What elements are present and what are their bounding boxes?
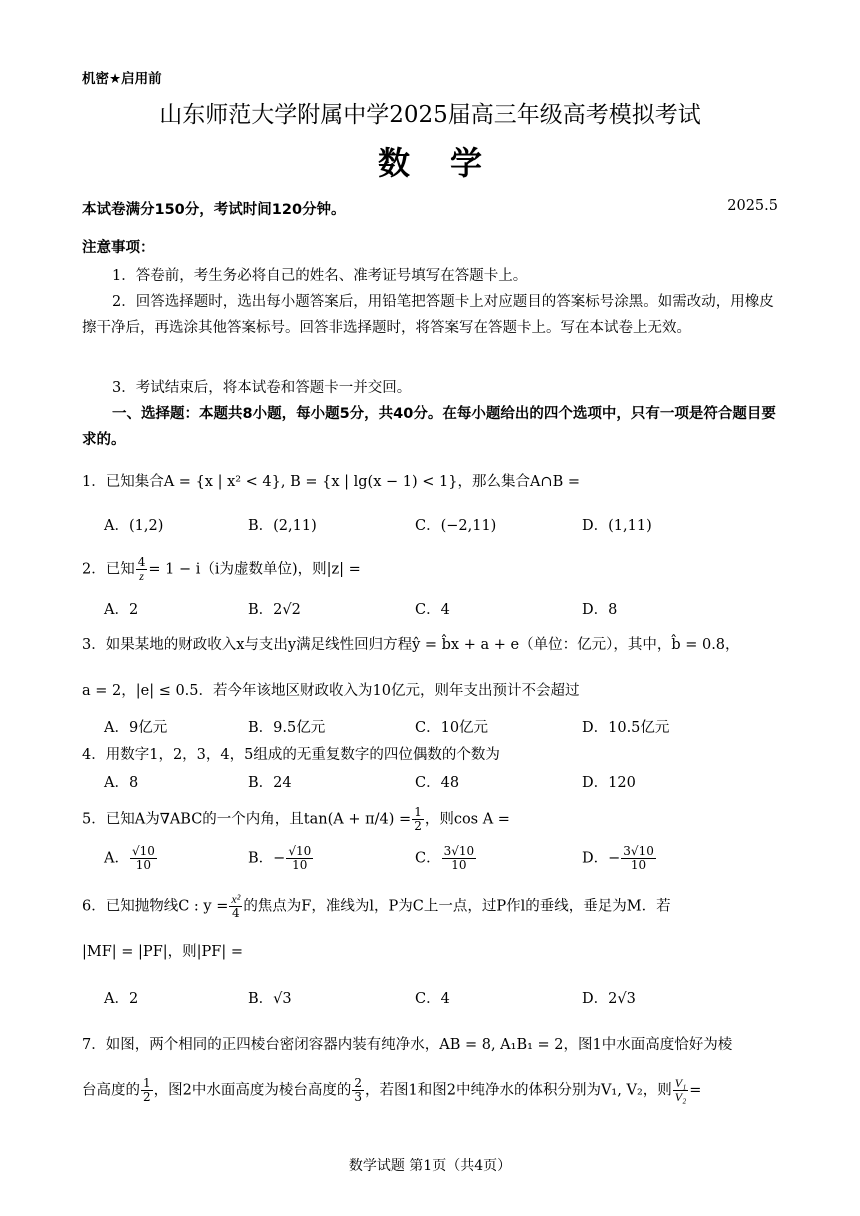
question-5-option-a-fraction xyxy=(130,845,157,872)
question-4-stem: 4．用数字1，2，3，4，5组成的无重复数字的四位偶数的个数为 xyxy=(82,747,500,763)
exam-title: 山东师范大学附属中学2025届高三年级高考模拟考试 xyxy=(159,102,701,128)
question-7-fraction-volume-numerator: V₁ xyxy=(674,1076,687,1090)
question-3-line-1: 3．如果某地的财政收入x与支出y满足线性回归方程ŷ = b̂x + a + e（单位：亿元），其中，b̂ = 0.8， xyxy=(82,637,740,653)
question-5-option-c-numerator: 3√10 xyxy=(443,844,475,858)
question-6-line-2: |MF| = |PF|，则|PF| = xyxy=(82,944,243,960)
question-5-pre: 5．已知A为∇ABC的一个内角，且tan(A + π/4) = xyxy=(82,811,412,828)
question-5-numerator: 1 xyxy=(414,805,422,819)
question-1-option-c: C．(−2,11) xyxy=(415,518,497,534)
question-5-option-b-label: B．− xyxy=(248,850,286,867)
question-6-denominator: 4 xyxy=(232,906,240,920)
question-5-option-d-label: D．− xyxy=(582,850,621,867)
question-5-option-c-label: C． xyxy=(415,850,441,867)
question-3-line-2: a = 2，|e| ≤ 0.5．若今年该地区财政收入为10亿元，则年支出预计不会超过 xyxy=(82,683,580,699)
notice-item-3: 3．考试结束后，将本试卷和答题卡一并交回。 xyxy=(112,380,412,396)
question-3-option-a: A．9亿元 xyxy=(104,720,168,736)
notice-title: 注意事项： xyxy=(82,240,155,256)
question-5-option-a xyxy=(104,845,158,872)
question-1-option-b: B．(2,11) xyxy=(248,518,317,534)
question-4-option-d: D．120 xyxy=(582,775,636,791)
question-7-fraction-half-numerator: 1 xyxy=(143,1076,151,1090)
question-5-option-c xyxy=(415,845,477,872)
question-7-fraction-two-thirds-denominator: 3 xyxy=(354,1090,363,1104)
question-5-option-a-numerator: √10 xyxy=(131,844,155,858)
question-2-option-c: C．4 xyxy=(415,602,450,618)
question-2-numerator: 4 xyxy=(137,555,146,569)
question-2-fraction xyxy=(136,556,148,583)
question-5-fraction xyxy=(412,806,424,833)
question-6-option-c: C．4 xyxy=(415,991,450,1007)
question-6-pre: 6．已知抛物线C : y = xyxy=(82,898,229,915)
question-5-option-b-fraction xyxy=(286,845,313,872)
question-5-option-c-fraction xyxy=(442,845,477,872)
question-5-option-a-label: A． xyxy=(104,850,129,867)
question-1-option-d: D．(1,11) xyxy=(582,518,652,534)
question-4-option-c: C．48 xyxy=(415,775,460,791)
question-7-fraction-two-thirds-numerator: 2 xyxy=(354,1076,363,1090)
confidential-label: 机密★启用前 xyxy=(82,71,162,87)
question-7-fraction-half-denominator: 2 xyxy=(143,1090,151,1104)
question-5-post: ，则cos A = xyxy=(424,811,510,828)
question-5-option-d-denominator: 10 xyxy=(630,858,647,872)
question-5-stem xyxy=(82,806,510,833)
exam-info: 本试卷满分150分，考试时间120分钟。 xyxy=(82,202,346,218)
question-2-post: = 1 − i（i为虚数单位)，则|z| = xyxy=(148,561,361,578)
page-footer: 数学试题 第1页（共4页） xyxy=(348,1158,512,1174)
question-7-text-b: ，图2中水面高度为棱台高度的 xyxy=(153,1082,352,1099)
question-5-option-c-denominator: 10 xyxy=(451,858,467,872)
question-5-denominator: 2 xyxy=(414,819,422,833)
question-6-option-a: A．2 xyxy=(104,991,139,1007)
question-7-text-d: = xyxy=(689,1082,702,1099)
question-4-option-b: B．24 xyxy=(248,775,292,791)
question-7-fraction-two-thirds xyxy=(352,1077,364,1104)
notice-item-2: 2．回答选择题时，选出每小题答案后，用铅笔把答题卡上对应题目的答案标号涂黑。如需改动，用橡皮擦干净后，再选涂其他答案标号。回答非选择题时，将答案写在答题卡上。写在本试卷上无效。 xyxy=(82,294,774,336)
question-3-option-d: D．10.5亿元 xyxy=(582,720,670,736)
question-5-option-d-fraction xyxy=(621,845,656,872)
question-5-option-d xyxy=(582,845,657,872)
question-3-option-b: B．9.5亿元 xyxy=(248,720,326,736)
question-2-option-b: B．2√2 xyxy=(248,602,301,618)
question-5-option-d-numerator: 3√10 xyxy=(623,844,654,858)
question-2-option-d: D．8 xyxy=(582,602,618,618)
question-2-pre: 2．已知 xyxy=(82,561,135,578)
question-6-post: 的焦点为F，准线为l，P为C上一点，过P作l的垂线，垂足为M．若 xyxy=(243,898,671,915)
question-7-fraction-volume-ratio xyxy=(673,1077,689,1104)
question-5-option-b xyxy=(248,845,314,872)
question-6-option-b: B．√3 xyxy=(248,991,292,1007)
section-heading: 一、选择题：本题共8小题，每小题5分，共40分。在每小题给出的四个选项中，只有一项是符合题目要求的。 xyxy=(82,406,776,448)
question-2-option-a: A．2 xyxy=(104,602,139,618)
question-3-option-c: C．10亿元 xyxy=(415,720,489,736)
question-7-text-a: 台高度的 xyxy=(82,1082,140,1099)
exam-date: 2025.5 xyxy=(727,198,778,214)
question-6-option-d: D．2√3 xyxy=(582,991,636,1007)
question-1-stem: 1．已知集合A = {x | x² < 4}, B = {x | lg(x − 1) < 1}，那么集合A∩B = xyxy=(82,474,580,490)
question-7-line-2 xyxy=(82,1077,701,1104)
subject-title: 数学 xyxy=(377,144,522,182)
notice-item-1: 1．答卷前，考生务必将自己的姓名、准考证号填写在答题卡上。 xyxy=(112,268,528,284)
question-6-numerator: x² xyxy=(231,892,241,906)
question-6-fraction xyxy=(229,893,242,920)
question-7-fraction-volume-denominator: V₂ xyxy=(674,1090,687,1104)
question-1-option-a: A．(1,2) xyxy=(104,518,164,534)
question-5-option-b-denominator: 10 xyxy=(292,858,308,872)
question-4-option-a: A．8 xyxy=(104,775,139,791)
question-5-option-a-denominator: 10 xyxy=(135,858,152,872)
question-2-denominator: z xyxy=(139,569,144,583)
question-7-fraction-half xyxy=(141,1077,153,1104)
question-7-line-1: 7．如图，两个相同的正四棱台密闭容器内装有纯净水，AB = 8, A₁B₁ = 2，图1中水面高度恰好为棱 xyxy=(82,1037,733,1053)
question-2-stem xyxy=(82,556,361,583)
question-5-option-b-numerator: √10 xyxy=(288,844,312,858)
question-7-text-c: ，若图1和图2中纯净水的体积分别为V₁, V₂，则 xyxy=(365,1082,672,1099)
question-6-line-1 xyxy=(82,893,671,920)
